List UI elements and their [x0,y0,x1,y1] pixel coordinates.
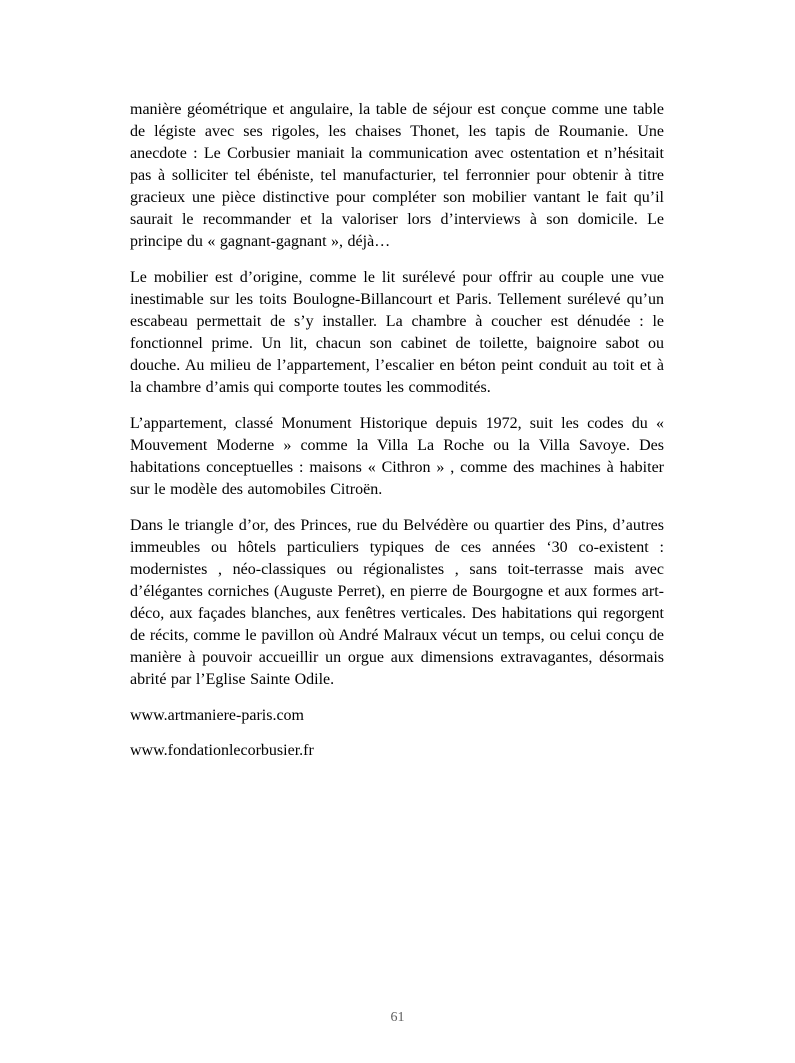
text-content [130,99,664,775]
website-url-fondationlecorbusier: www.fondationlecorbusier.fr [130,742,314,759]
paragraph-apartment-furniture: manière géométrique et angulaire, la table de séjour est conçue comme une table de légiste avec ses rigoles, les chaises Thonet, les tapis de Roumanie. Une anecdote : Le Corbusier maniait la communication avec ostentation et n’hésitait pas à solliciter tel ébéniste, tel manufacturier, tel ferronnier pour obtenir à titre gracieux une pièce distinctive pour compléter son mobilier vantant le fait qu’il saurait le recommander et la valoriser lors d’interviews à son domicile. Le principe du « gagnant-gagnant », déjà… [130,101,664,250]
paragraph-triangle-dor: Dans le triangle d’or, des Princes, rue du Belvédère ou quartier des Pins, d’autres immeubles ou hôtels particuliers typiques de ces années ‘30 co-existent : modernistes , néo-classiques ou régionalistes , sans toit-terrasse mais avec d’élégantes corniches (Auguste Perret), en pierre de Bourgogne et aux formes art-déco, aux façades blanches, aux fenêtres verticales. Des habitations qui regorgent de récits, comme le pavillon où André Malraux vécut un temps, ou celui conçu de manière à pouvoir accueillir un orgue aux dimensions extravagantes, désormais abrité par l’Eglise Sainte Odile. [130,517,664,688]
paragraph-original-furniture: Le mobilier est d’origine, comme le lit surélevé pour offrir au couple une vue inestimable sur les toits Boulogne-Billancourt et Paris. Tellement surélevé qu’un escabeau permettait de s’y installer. La chambre à coucher est dénudée : le fonctionnel prime. Un lit, chacun son cabinet de toilette, baignoire sabot ou douche. Au milieu de l’appartement, l’escalier en béton peint conduit au toit et à la chambre d’amis qui comporte toutes les commodités. [130,269,664,396]
page-footer [0,1008,795,1028]
paragraph-monument-historique: L’appartement, classé Monument Historique depuis 1972, suit les codes du « Mouvement Moderne » comme la Villa La Roche ou la Villa Savoye. Des habitations conceptuelles : maisons « Cithron » , comme des machines à habiter sur le modèle des automobiles Citroën. [130,415,664,498]
page-number: 61 [390,1010,405,1025]
website-url-artmaniere: www.artmaniere-paris.com [130,707,304,724]
